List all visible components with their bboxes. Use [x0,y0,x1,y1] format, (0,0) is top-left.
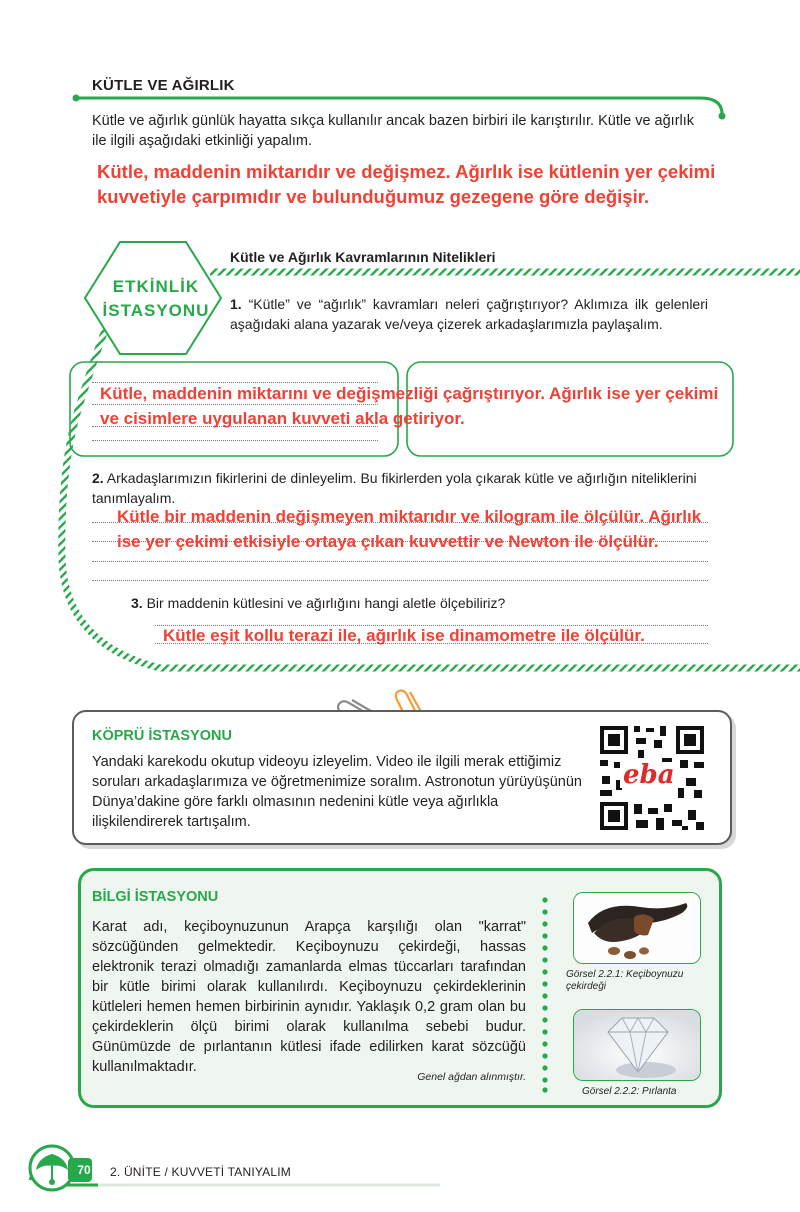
bilgi-source: Genel ağdan alınmıştır. [417,1071,526,1083]
carob-caption-line1: Görsel 2.2.1: Keçiboynuzu [566,969,684,980]
question-3-text: Bir maddenin kütlesini ve ağırlığını hangi aletle ölçebiliriz? [142,595,506,611]
handwritten-note: Kütle, maddenin miktarıdır ve değişmez. Ağırlık ise kütlenin yer çekimi kuvvetiyle çarpımıdır ve bulunduğumuz gezegene göre değişir. [97,161,716,207]
etkinlik-label-line2: İSTASYONU [102,301,210,320]
kopru-text: Yandaki karekodu okutup videoyu izleyelim. Video ile ilgili merak ettiğimiz soruları arkadaşlarımıza ve öğretmenimize soralım. Astronotun yürüyüşünün Dünya’dakine göre farklı olmasının nedenini kütle veya ağırlıkla ilişkilendirerek tartışalım. [92,754,582,830]
kopru-title: KÖPRÜ İSTASYONU [92,728,232,744]
carob-caption-line2: çekirdeği [566,981,607,992]
question-1-number: 1. [230,296,242,312]
question-2-number: 2. [92,470,104,486]
etkinlik-badge [86,275,226,323]
answer-3: Kütle eşit kollu terazi ile, ağırlık ise dinamometre ile ölçülür. [163,626,645,645]
question-3-number: 3. [131,595,143,611]
intro-paragraph: Kütle ve ağırlık günlük hayatta sıkça kullanılır ancak bazen birbiri ile karıştırılır. Kütle ve ağırlık ile ilgili aşağıdaki etkinliği yapalım. [92,113,695,149]
bilgi-title: BİLGİ İSTASYONU [92,889,219,905]
question-1-text: “Kütle” ve “ağırlık” kavramları neleri çağrıştırıyor? Aklımıza ilk gelenleri aşağıdaki alana yazarak ve/veya çizerek arkadaşlarımızla paylaşalım. [230,296,708,332]
writing-line [92,440,378,441]
carob-caption [566,969,716,993]
question-1 [230,294,708,334]
diamond-image [574,1010,701,1081]
answer-1: Kütle, maddenin miktarını ve değişmezliği çağrıştırıyor. Ağırlık ise yer çekimi ve cisimlere uygulanan kuvveti akla getiriyor. [100,384,719,428]
dotted-divider [541,896,549,1094]
answer-2: Kütle bir maddenin değişmeyen miktarıdır ve kilogram ile ölçülür. Ağırlık ise yer çekimi etkisiyle ortaya çıkan kuvvettir ve Newton ile ölçülür. [117,507,702,551]
carob-image [574,893,701,964]
etkinlik-label-line1: ETKİNLİK [112,277,200,296]
unit-title: 2. ÜNİTE / KUVVETİ TANIYALIM [110,1165,291,1179]
eba-logo: eba [620,762,678,788]
writing-line [92,580,708,581]
carob-seed-photo [573,892,701,964]
writing-line [92,561,708,562]
activity-title: Kütle ve Ağırlık Kavramlarının Nitelikleri [230,249,496,265]
section-title: KÜTLE VE AĞIRLIK [92,77,235,94]
page-number: 70 [77,1163,91,1177]
diamond-photo [573,1009,701,1081]
diamond-caption: Görsel 2.2.2: Pırlanta [582,1086,677,1097]
question-2 [92,468,708,508]
question-3 [131,593,505,613]
question-2-text: Arkadaşlarımızın fikirlerini de dinleyelim. Bu fikirlerden yola çıkarak kütle ve ağırlığın niteliklerini tanımlayalım. [92,470,697,506]
bilgi-text: Karat adı, keçiboynuzunun Arapça karşılığı olan "karrat" sözcüğünden gelmektedir. Keçiboynuzu çekirdeği, hassas elektronik terazi olmadığı zamanlarda elmas tüccarları tarafından bir kütle birimi olarak kullanılırdı. Keçiboynuzu çekirdeklerinin kütleleri hemen hemen birbirinin aynıdır. Yaklaşık 0,2 gram olan bu çekirdeklerin ölçü birimi olarak kullanılma sebebi budur. Günümüzde de pırlantanın kütlesi ifade edilirken karat sözcüğü kullanılmaktadır. [92,919,526,1075]
